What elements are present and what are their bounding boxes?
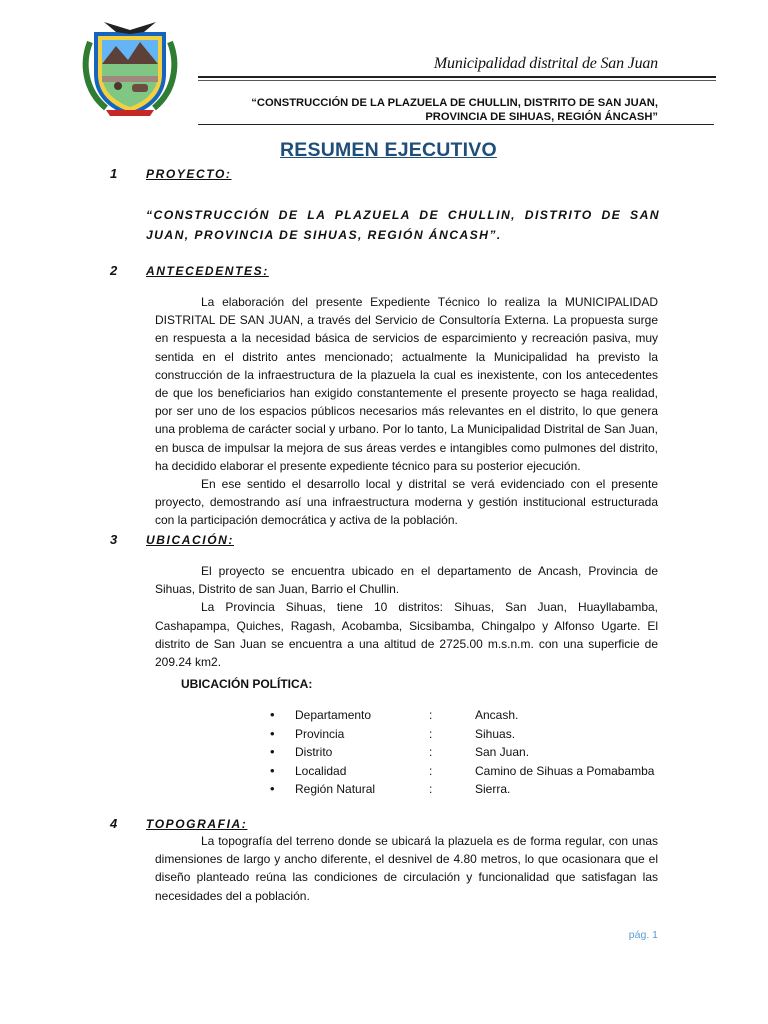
project-name-text: “CONSTRUCCIÓN DE LA PLAZUELA DE CHULLIN, DISTRITO DE SAN JUAN, PROVINCIA DE SIHUAS, REGIÓN ÁNCASH”. xyxy=(146,208,660,242)
location-value: Ancash. xyxy=(475,708,519,722)
project-title-line-2: PROVINCIA DE SIHUAS, REGIÓN ÁNCASH” xyxy=(425,111,658,123)
antecedentes-body xyxy=(155,293,658,530)
separator: : xyxy=(429,726,433,741)
project-title-line-1: “CONSTRUCCIÓN DE LA PLAZUELA DE CHULLIN, DISTRITO DE SAN JUAN, xyxy=(251,97,658,109)
separator: : xyxy=(429,745,433,759)
paragraph: El proyecto se encuentra ubicado en el departamento de Ancash, Provincia de Sihuas, Distrito de san Juan, Barrio el Chullin. xyxy=(155,564,658,597)
location-label: Distrito xyxy=(295,745,333,759)
paragraph: La elaboración del presente Expediente Técnico lo realiza la MUNICIPALIDAD DISTRITAL DE SAN JUAN, a través del Servicio de Consultoría Externa. La propuesta surge en respuesta a la necesidad básica de servicios de esparcimiento y recreación pasiva, muy sentida en el distrito antes mencionado; actualmente la Municipalidad ha previsto la construcción de la infraestructura de la plazuela la cual es inexistente, con los antecedentes de que los beneficiarios han exigido constantemente el presente proyecto se haga realidad, por ser uno de los espacios públicos necesarios más relevantes en el distrito, lo que genera una problema de carácter social y urbano. Por lo tanto, La Municipalidad Distrital de San Juan, en busca de impulsar la mejora de sus áreas verdes e intangibles como pulmones del distrito, ha decidido elaborar el presente expediente técnico para su posterior ejecución. xyxy=(155,295,658,473)
header-rule-thin xyxy=(198,80,716,81)
section-heading-antecedentes: ANTECEDENTES: xyxy=(146,264,269,278)
section-heading-topografia: TOPOGRAFIA: xyxy=(146,817,248,831)
location-value: Sihuas. xyxy=(475,726,516,741)
bullet: • xyxy=(270,707,275,722)
location-label: Región Natural xyxy=(295,782,376,796)
header-rule xyxy=(198,76,716,78)
topografia-body xyxy=(155,832,658,905)
page-number: pág. 1 xyxy=(628,929,658,941)
bullet: • xyxy=(270,744,275,759)
location-value: Sierra. xyxy=(475,782,511,796)
section-number: 3 xyxy=(110,532,118,547)
separator: : xyxy=(429,782,433,796)
project-title-header xyxy=(200,96,658,124)
location-value: Camino de Sihuas a Pomabamba xyxy=(475,763,655,778)
separator: : xyxy=(429,708,433,722)
location-label: Provincia xyxy=(295,726,345,741)
section-heading-ubicacion: UBICACIÓN: xyxy=(146,533,234,547)
section-number: 4 xyxy=(110,816,118,831)
header-bottom-rule xyxy=(198,124,714,125)
municipality-name: Municipalidad distrital de San Juan xyxy=(433,55,658,72)
location-label: Departamento xyxy=(295,708,372,722)
section-heading-proyecto: PROYECTO: xyxy=(146,167,232,181)
location-value: San Juan. xyxy=(475,745,530,759)
paragraph: La topografía del terreno donde se ubicará la plazuela es de forma regular, con unas dimensiones de largo y ancho diferente, el desnivel de 4.80 metros, lo que ocasionara que el diseño planteado reúna las condiciones de circulación y funcionalidad que satisfagan las necesidades del a población. xyxy=(155,834,658,903)
paragraph: La Provincia Sihuas, tiene 10 distritos: Sihuas, San Juan, Huayllabamba, Cashapampa, Quiches, Ragash, Acobamba, Sicsibamba, Chingalpo y Alfonso Ugarte. El distrito de San Juan se encuentra a una altitud de 2725.00 m.s.n.m. con una superficie de 209.24 km2. xyxy=(155,600,658,670)
separator: : xyxy=(429,763,433,778)
paragraph: En ese sentido el desarrollo local y distrital se verá evidenciado con el presente proyecto, demostrando así una infraestructura moderna y gestión institucional estructurada con la participación democrática y activa de la población. xyxy=(155,477,658,528)
section-number: 1 xyxy=(110,166,118,181)
location-label: Localidad xyxy=(295,763,347,778)
bullet: • xyxy=(270,781,275,796)
municipal-coat-of-arms-logo xyxy=(76,12,184,120)
page-title: RESUMEN EJECUTIVO xyxy=(280,139,497,161)
bullet: • xyxy=(270,762,275,778)
ubicacion-politica-heading: UBICACIÓN POLÍTICA: xyxy=(181,677,313,691)
section-number: 2 xyxy=(110,263,118,278)
bullet: • xyxy=(270,725,275,741)
ubicacion-body xyxy=(155,562,658,671)
